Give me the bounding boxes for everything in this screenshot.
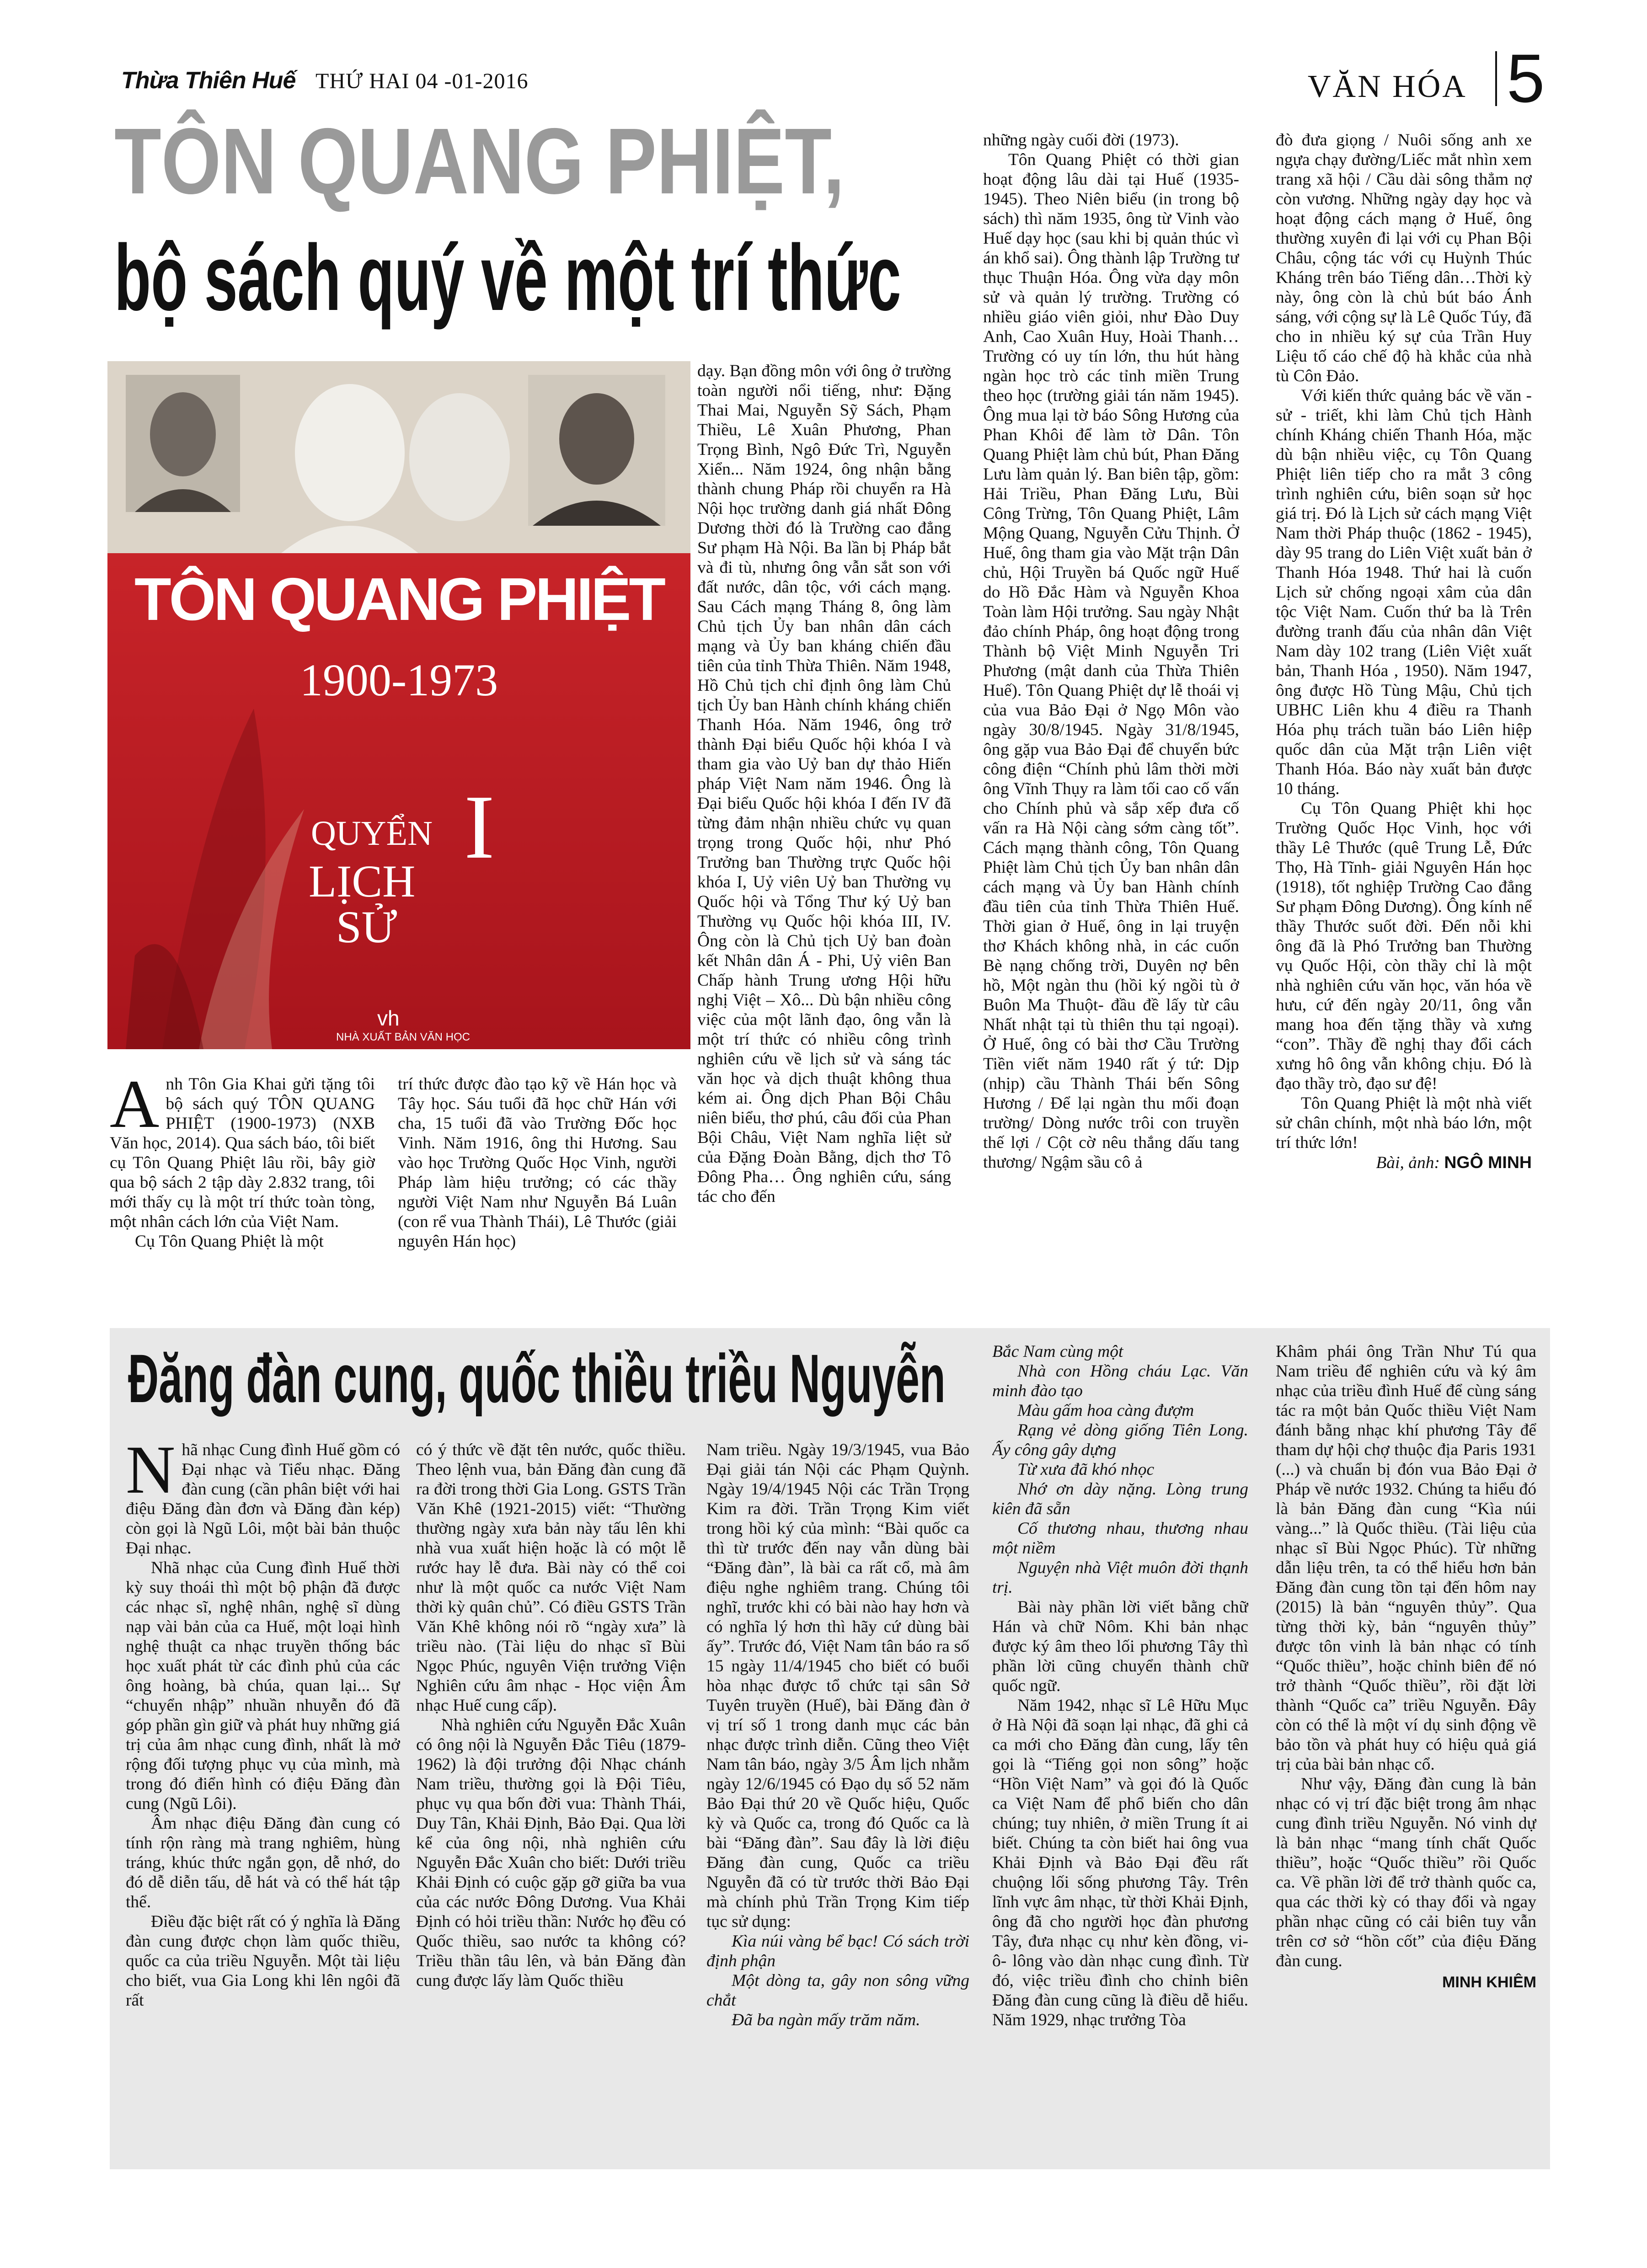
cover-volume-number: I — [464, 777, 495, 878]
article2-paragraph: Năm 1942, nhạc sĩ Lê Hữu Mục ở Hà Nội đã soạn lại nhạc, đã ghi cả ca mới cho Đăng đàn cung, lấy tên gọi là “Tiếng gọi non sông” hoặc “Hồn Việt Nam” và gọi đó là Quốc ca Việt Nam để phổ biến cho dân chúng; tuy nhiên, ở miền Trung ít ai biết. Chúng ta còn biết hai ông vua Khải Định và Bảo Đại đều rất chuộng lối sống phương Tây. Trên lĩnh vực âm nhạc, từ thời Khải Định, ông đã cho người học đàn phương Tây, đưa nhạc cụ như kèn đồng, vi-ô- lông vào dàn nhạc cung đình. Từ đó, việc triều đình cho chỉnh biên Đăng đàn cung cũng là điều dễ hiểu. Năm 1929, nhạc trưởng Tòa — [992, 1696, 1248, 2029]
article1-dropcap: A — [110, 1074, 160, 1142]
cover-years: 1900-1973 — [299, 655, 498, 705]
article1-paragraph: Với kiến thức quảng bác về văn - sử - triết, khi làm Chủ tịch Hành chính Kháng chiến Thanh Hóa, mặc dù bận nhiều việc, cụ Tôn Quang Phiệt liên tiếp cho ra mắt 3 công trình nghiên cứu, biên soạn sử học giá trị. Đó là Lịch sử cách mạng Việt Nam thời Pháp thuộc (1862 - 1945), dày 95 trang do Liên Việt xuất bản ở Thanh Hóa 1948. Thứ hai là cuốn Lịch sử chống ngoại xâm của dân tộc Việt Nam. Cuốn thứ ba là Trên đường tranh đấu của nhân dân Việt Nam dày 102 trang (Liên Việt xuất bản, Thanh Hóa , 1950). Năm 1947, ông được Hồ Tùng Mậu, Chủ tịch UBHC Liên khu 4 điều ra Thanh Hóa phụ trách tuần báo Liên hiệp quốc dân của Mặt trận Liên việt Thanh Hóa. Báo này xuất bản được 10 tháng. — [1276, 386, 1532, 798]
article1-paragraph: những ngày cuối đời (1973). — [983, 131, 1179, 149]
issue-date: THỨ HAI 04 -01-2016 — [315, 69, 529, 93]
article2-column-3 — [706, 1440, 969, 2158]
anthem-lyrics-part1 — [706, 1932, 969, 2030]
article2-paragraph: Như vậy, Đăng đàn cung là bản nhạc có vị trí đặc biệt trong âm nhạc cung đình triều Nguyễn. Nó vinh dự là bản nhạc “mang tính chất Quốc thiều”, hoặc “Quốc thiều” rồi Quốc ca. Về phần lời để trở thành quốc ca, qua các thời kỳ có thay đổi và ngay phần nhạc cũng có cải biên tuy vẫn trên cơ sở “hồn cốt” của điệu Đăng đàn cung. — [1276, 1775, 1536, 1970]
cover-subject-line1: LỊCH — [309, 856, 416, 907]
newspaper-name: Thừa Thiên Huế — [121, 67, 296, 94]
article2-paragraph: Bài này phần lời viết bằng chữ Hán và chữ Nôm. Khi bản nhạc được ký âm theo lối phương Tây thì phần lời cũng chuyển thành chữ quốc ngữ. — [992, 1598, 1248, 1695]
cover-volume-word: QUYỂN — [311, 814, 433, 853]
portrait-right — [528, 375, 665, 526]
lyric-line: Nhớ ơn dày nặng. Lòng trung kiên đã sẵn — [992, 1480, 1248, 1518]
cover-subject-line2: SỬ — [336, 902, 397, 952]
anthem-lyrics-part2 — [992, 1342, 1248, 1597]
article2-paragraph: Nhà nghiên cứu Nguyễn Đắc Xuân có ông nội là Nguyễn Đắc Tiêu (1879-1962) là đội trưởng đội Nhạc chánh Nam triều, thường gọi là Đội Tiêu, phục vụ qua bốn đời vua: Thành Thái, Duy Tân, Khải Định, Bảo Đại. Qua lời kể của ông nội, nhà nghiên cứu Nguyễn Đắc Xuân cho biết: Dưới triều Khải Định có cuộc gặp gỡ giữa ba vua của các nước Đông Dương. Vua Khải Định có hỏi triều thần: Nước họ đều có Quốc thiều, sao nước ta không có? Triều thần tâu lên, và bản Đăng đàn cung được lấy làm Quốc thiều — [416, 1716, 686, 1990]
article2-dropcap: N — [126, 1440, 176, 1508]
publisher-name: NHÀ XUẤT BẢN VĂN HỌC — [336, 1031, 470, 1043]
lyric-line: Nhà con Hồng cháu Lạc. Văn minh đào tạo — [992, 1362, 1248, 1400]
article1-paragraph: Cụ Tôn Quang Phiệt khi học Trường Quốc Học Vinh, học với thầy Lê Thước (quê Trung Lễ, Đức Thọ, Hà Tĩnh- giải Nguyên Hán học (1918), tốt nghiệp Trường Cao đẳng Sư phạm Đông Dương). Ông kính nể thầy Thước suốt đời. Đến nỗi khi ông đã là Phó Trưởng ban Thường vụ Quốc Hội, còn thầy chỉ là một nhà nghiên cứu văn học, văn hóa về hưu, cứ đến ngày 20/11, ông vẫn mang hoa đến tặng thầy và xưng “con”. Thầy đề nghị thay đổi cách xưng hô ông vẫn không chịu. Đó là đạo thầy trò, đạo sư đệ! — [1276, 799, 1532, 1093]
byline-author: NGÔ MINH — [1444, 1153, 1532, 1172]
article1-paragraph: đò đưa giọng / Nuôi sống anh xe ngựa chạy đường/Liếc mắt nhìn xem trang xã hội / Cầu dài sông thẳm nợ còn vương. Những ngày dạy học và hoạt động cách mạng ở Huế, ông thường xuyên đi lại với cụ Phan Bội Châu, cộng tác với cụ Huỳnh Thúc Kháng trên báo Tiếng dân…Thời kỳ này, ông còn là chủ bút báo Ánh sáng, với cộng sự là Lê Quốc Túy, đã cho in nhiều ký sự của Trần Huy Liệu tố cáo chế độ hà khắc của nhà tù Côn Đảo. — [1276, 131, 1532, 385]
lyric-line: Cố thương nhau, thương nhau một niềm — [992, 1519, 1248, 1558]
article2-column-5 — [1276, 1342, 1536, 2160]
article1-column-5 — [1276, 130, 1532, 1323]
lyric-line: Từ xưa đã khó nhọc — [1017, 1460, 1155, 1479]
portrait-left — [126, 375, 240, 512]
article2-paragraph: Nhã nhạc của Cung đình Huế thời kỳ suy thoái thì một bộ phận đã được các nhạc sĩ, nghệ nhân, nghệ sĩ dùng nạp vài bản của ca Huế, một loại hình nghệ thuật ca nhạc truyền thống bác học xuất phát từ các đình phủ của các ông hoàng, bà chúa, quan lại... Sự “chuyển nhập” nhuần nhuyễn đó đã góp phần gìn giữ và phát huy những giá trị của âm nhạc cung đình, nhất là mở rộng đối tượng phục vụ của mình, mà trong đó điển hình có điệu Đăng đàn cung (Ngũ Lôi). — [126, 1558, 400, 1813]
article2-signature: MINH KHIÊM — [1442, 1974, 1536, 1991]
book-cover-photo — [107, 361, 690, 1049]
lyric-line: Đã ba ngàn mấy trăm năm. — [732, 2011, 920, 2029]
article2-title: Đăng đàn cung, quốc thiều triều Nguyễn — [128, 1340, 946, 1417]
lyric-line: Nguyện nhà Việt muôn đời thạnh trị. — [992, 1558, 1248, 1597]
article1-column-3 — [697, 361, 951, 1312]
article1-column-1 — [110, 1074, 375, 1312]
article1-paragraph: trí thức được đào tạo kỹ về Hán học và Tây học. Sáu tuổi đã học chữ Hán với cha, 15 tuổi đã vào Trường Đốc học Vinh. Năm 1916, ông thi Hương. Sau vào học Trường Quốc Học Vinh, người Pháp làm hiệu trưởng; có các thầy người Việt Nam như Nguyễn Bá Luân (con rể vua Thành Thái), Lê Thước (giải nguyên Hán học) — [398, 1075, 677, 1251]
lyric-line: Màu gấm hoa càng đượm — [1017, 1401, 1194, 1420]
article1-title-line1: TÔN QUANG PHIỆT, — [114, 109, 845, 213]
article1-column-2 — [398, 1074, 677, 1312]
article2-column-1 — [126, 1440, 400, 2158]
publisher-logo: vh — [377, 1006, 400, 1030]
article2-paragraph: Âm nhạc điệu Đăng đàn cung có tính rộn ràng mà trang nghiêm, hùng tráng, khúc thức ngắn gọn, dễ nhớ, do đó dễ diễn tấu, dễ hát và có thể hát tập thể. — [126, 1814, 400, 1911]
article1-column-4 — [983, 130, 1239, 1319]
cover-title: TÔN QUANG PHIỆT — [134, 566, 664, 633]
article2-paragraph: Điều đặc biệt rất có ý nghĩa là Đăng đàn cung được chọn làm quốc thiều, quốc ca của triều Nguyễn. Một tài liệu cho biết, vua Gia Long khi lên ngôi đã rất — [126, 1912, 400, 2010]
article2-paragraph: Nam triều. Ngày 19/3/1945, vua Bảo Đại giải tán Nội các Phạm Quỳnh. Ngày 19/4/1945 Nội các Trần Trọng Kim ra đời. Trần Trọng Kim viết trong hồi ký của mình: “Bài quốc ca thì từ trước đến nay vẫn dùng bài “Đăng đàn”, là bài ca rất cổ, mà âm điệu nghe nghiêm trang. Chúng tôi nghĩ, trước khi có bài nào hay hơn và có nghĩa lý hơn thì hãy cứ dùng bài ấy”. Trước đó, Việt Nam tân báo ra số 15 ngày 11/4/1945 cho biết có buổi hòa nhạc được tổ chức tại sân Sở Tuyên truyền (Huế), bài Đăng đàn ở vị trí số 1 trong danh mục các bản nhạc được trình diễn. Cũng theo Việt Nam tân báo, ngày 3/5 Âm lịch nhằm ngày 12/6/1945 có Đạo dụ số 52 năm Bảo Đại thứ 20 về Quốc hiệu, Quốc kỳ và Quốc ca, trong đó Quốc ca là bài “Đăng đàn”. Sau đây là lời điệu Đăng đàn cung, Quốc ca triều Nguyễn đã có từ trước thời Bảo Đại mà chính phủ Trần Trọng Kim tiếp tục sử dụng: — [706, 1441, 969, 1931]
article1-paragraph: nh Tôn Gia Khai gửi tặng tôi bộ sách quý TÔN QUANG PHIỆT (1900-1973) (NXB Văn học, 2014). Qua sách báo, tôi biết cụ Tôn Quang Phiệt lâu rồi, bây giờ qua bộ sách 2 tập dày 2.832 trang, tôi mới thấy cụ là một trí thức toàn tòng, một nhân cách lớn của Việt Nam. — [110, 1075, 375, 1231]
article2-paragraph: có ý thức về đặt tên nước, quốc thiều. Theo lệnh vua, bản Đăng đàn cung đã ra đời trong thời Gia Long. GSTS Trần Văn Khê (1921-2015) viết: “Thường thường ngày xưa bản này tấu lên khi nhà vua xuất hiện hoặc là có một lễ rước hay lễ đưa. Bài này có thể coi như là một quốc ca nước Việt Nam thời kỳ quân chủ”. Có điều GSTS Trần Văn Khê không nói rõ “ngày xưa” là triều nào. (Tài liệu do nhạc sĩ Bùi Ngọc Phúc, nguyên Viện trưởng Viện Nghiên cứu âm nhạc - Học viện Âm nhạc Huế cung cấp). — [416, 1441, 686, 1715]
lyric-line: Kìa núi vàng bể bạc! Có sách trời định phận — [706, 1932, 969, 1970]
article2-paragraph: Khâm phái ông Trần Như Tú qua Nam triều để nghiên cứu và ký âm nhạc của triều đình Huế để cùng sáng tác ra một bản Quốc thiều Việt Nam đánh bằng nhạc khí phương Tây để tham dự hội chợ thuộc địa Paris 1931 (...) và chuẩn bị đón vua Bảo Đại ở Pháp về nước 1932. Chúng ta hiểu đó là bản Đăng đàn cung “Kìa núi vàng...” là Quốc thiều. (Tài liệu của nhạc sĩ Bùi Ngọc Phúc). Từ những dẫn liệu trên, ta có thể hiểu hơn bản Đăng đàn cung tồn tại đến hôm nay (2015) là bản “nguyên thủy”. Qua từng thời kỳ, bản “nguyên thủy” được tôn vinh là bản nhạc có tính “Quốc thiều”, hoặc chỉnh biên để nó trở thành “Quốc thiều”, rồi đặt lời thành “Quốc ca” triều Nguyễn. Đây còn có thể là một ví dụ sinh động về bảo tồn và phát huy có hiệu quả giá trị của bài bản nhạc cổ. — [1276, 1342, 1536, 1774]
lyric-line: Một dòng ta, gây non sông vững chắt — [706, 1971, 969, 2010]
page-number: 5 — [1507, 40, 1545, 117]
lyric-line: Bắc Nam cùng một — [992, 1342, 1123, 1361]
lyric-line: Rạng vẻ dòng giống Tiên Long. Ấy công gây dựng — [992, 1421, 1248, 1459]
article1-title-line2: bộ sách quý về một trí thức — [114, 225, 901, 330]
article1-paragraph: dạy. Bạn đồng môn với ông ở trường toàn người nổi tiếng, như: Đặng Thai Mai, Nguyễn Sỹ Sách, Phạm Thiều, Lê Xuân Phương, Phan Trọng Bình, Ngô Đức Trì, Nguyễn Xiển... Năm 1924, ông nhận bằng thành chung Pháp rồi chuyển ra Hà Nội học trường danh giá nhất Đông Dương thời đó là Trường cao đẳng Sư phạm Hà Nội. Ba lần bị Pháp bắt và đi tù, nhưng ông vẫn sắt son với đất nước, dân tộc, với cách mạng. Sau Cách mạng Tháng 8, ông làm Chủ tịch Ủy ban nhân dân cách mạng và Ủy ban kháng chiến đầu tiên của tỉnh Thừa Thiên. Năm 1948, Hồ Chủ tịch chỉ định ông làm Chủ tịch Ủy ban Hành chính kháng chiến Thanh Hóa. Năm 1946, ông trở thành Đại biểu Quốc hội khóa I và tham gia vào Uỷ ban dự thảo Hiến pháp Việt Nam năm 1946. Ông là Đại biểu Quốc hội khóa I đến IV đã từng đảm nhận nhiều chức vụ quan trọng trong Quốc hội, như Phó Trưởng ban Thường trực Quốc hội khóa I, Uỷ viên Uỷ ban Thường vụ Quốc hội và Tổng Thư ký Uỷ ban Thường vụ Quốc hội khóa III, IV. Ông còn là Chủ tịch Uỷ ban đoàn kết Nhân dân Á - Phi, Uỷ viên Ban Chấp hành Trung ương Hội hữu nghị Việt – Xô... Dù bận nhiều công việc của một lãnh đạo, ông vẫn là một trí thức có nhiều công trình nghiên cứu về lịch sử và sáng tác văn học và dịch thuật không thua kém ai. Ông dịch Phan Bội Châu niên biểu, thơ phú, câu đối của Phan Bội Châu, Việt Nam nghĩa liệt sử của Đặng Đoàn Bằng, dịch thơ Tô Đông Pha… Ông nghiên cứu, sáng tác cho đến — [697, 362, 951, 1206]
article2-column-2 — [416, 1440, 686, 2158]
article1-paragraph: Tôn Quang Phiệt có thời gian hoạt động lâu dài tại Huế (1935-1945). Theo Niên biểu (in trong bộ sách) thì năm 1935, ông từ Vinh vào Huế dạy học (sau khi bị quản thúc vì án khổ sai). Ông thành lập Trường tư thục Thuận Hóa. Ông vừa dạy môn sử và quản lý trường. Trường có nhiều giáo viên giỏi, như Đào Duy Anh, Cao Xuân Huy, Hoài Thanh… Trường có uy tín lớn, thu hút hàng ngàn học trò các tỉnh miền Trung theo học (trường giải tán năm 1945). Ông mua lại tờ báo Sông Hương của Phan Khôi để làm tờ Dân. Tôn Quang Phiệt làm chủ bút, Phan Đăng Lưu làm quản lý. Ban biên tập, gồm: Hải Triều, Phan Đăng Lưu, Bùi Công Trừng, Tôn Quang Phiệt, Lâm Mộng Quang, Nguyễn Cửu Thịnh. Ở Huế, ông tham gia vào Mặt trận Dân chủ, Hội Truyền bá Quốc ngữ Huế do Hồ Đắc Hàm và Nguyễn Khoa Toàn làm Hội trưởng. Sau ngày Nhật đảo chính Pháp, ông hoạt động trong Thành bộ Việt Minh Nguyễn Tri Phương (mật danh của Thừa Thiên Huế). Tôn Quang Phiệt dự lễ thoái vị của vua Bảo Đại ở Ngọ Môn vào ngày 30/8/1945. Ngày 31/8/1945, ông gặp vua Bảo Đại để chuyển bức công điện “Chính phủ lâm thời mời ông Vĩnh Thụy ra làm tối cao cố vấn cho Chính phủ và sắp xếp đưa cố vấn ra Hà Nội càng sớm càng tốt”. Cách mạng thành công, Tôn Quang Phiệt làm Chủ tịch Ủy ban nhân dân cách mạng và Ủy ban Hành chính đầu tiên của tỉnh Thừa Thiên Huế. Thời gian ở Huế, ông in lại truyện thơ Khách không nhà, in các cuốn Bè nạng chống trời, Duyên nợ bên hồ, Một ngàn thu (hồi ký ngồi tù ở Buôn Ma Thuột- đầu đề lấy từ câu Nhất nhật tại tù thiên thu tại ngoại). Ở Huế, ông có bài thơ Cầu Trường Tiền viết năm 1940 rất ý tứ: Dịp (nhịp) cầu Thành Thái bến Sông Hương / Để lại ngàn thu mối đoạn trường/ Dòng nước trôi con truyền thế lợi / Cột cờ nêu thắng dấu tang thương/ Ngậm sầu cô ả — [983, 150, 1239, 1172]
byline-prefix: Bài, ảnh: — [1376, 1153, 1440, 1172]
article2-column-4 — [992, 1342, 1248, 2160]
article1-paragraph: Tôn Quang Phiệt là một nhà viết sử chân chính, một nhà báo lớn, một trí thức lớn! — [1276, 1094, 1532, 1152]
article1-byline — [1276, 1153, 1532, 1173]
section-title: VĂN HÓA — [1308, 69, 1467, 104]
article1-paragraph: Cụ Tôn Quang Phiệt là một — [135, 1232, 324, 1251]
header-divider — [1495, 51, 1497, 106]
article2-paragraph: hã nhạc Cung đình Huế gồm có Đại nhạc và Tiểu nhạc. Đăng đàn cung (cần phân biệt với hai điệu Đăng đàn đơn và Đăng đàn kép) còn gọi là Ngũ Lôi, một bài bản thuộc Đại nhạc. — [126, 1441, 400, 1558]
